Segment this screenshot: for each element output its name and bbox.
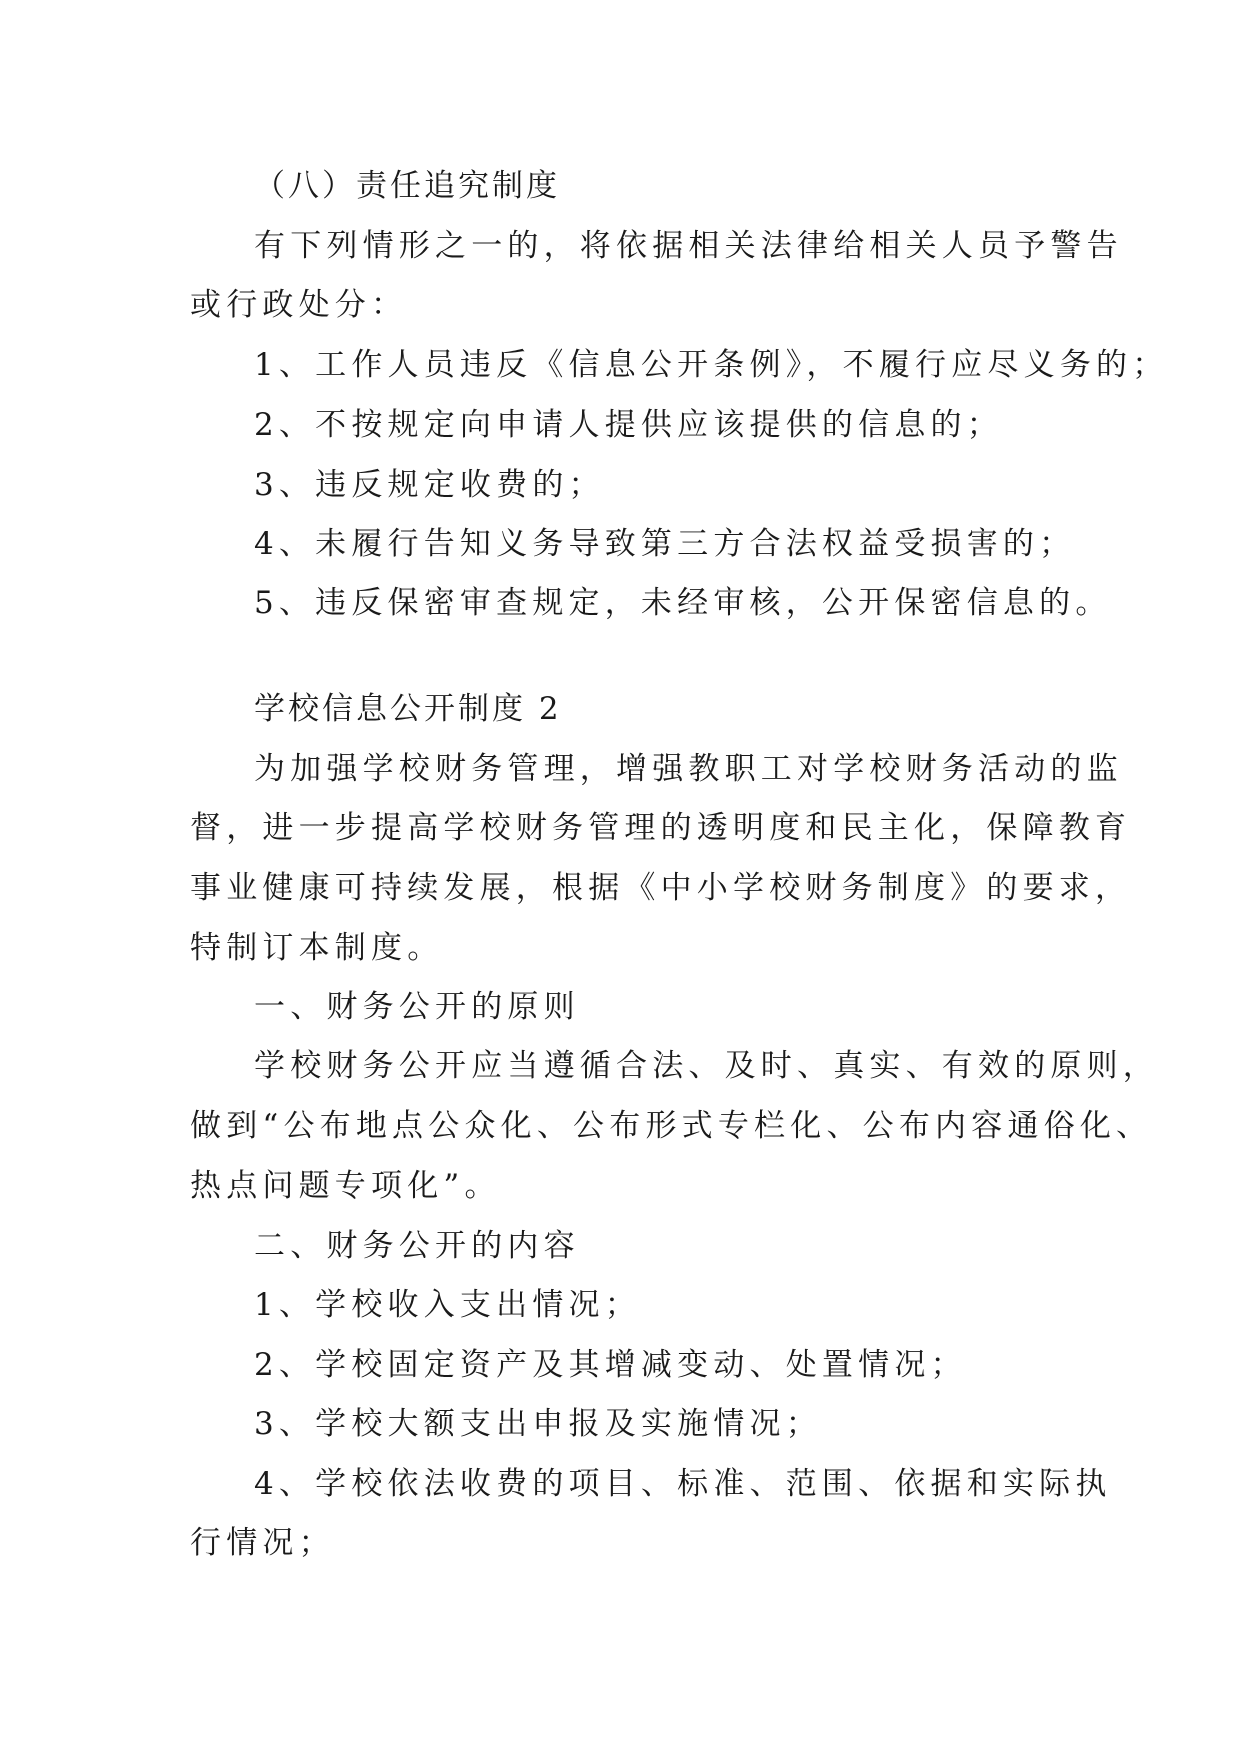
paragraph-line: 特制订本制度。 xyxy=(190,930,444,966)
list-item-continuation: 行情况； xyxy=(190,1525,335,1561)
paragraph-line: 为加强学校财务管理，增强教职工对学校财务活动的监 xyxy=(254,751,1123,787)
document-title: 学校信息公开制度 2 xyxy=(254,691,562,727)
section-heading: 二、财务公开的内容 xyxy=(254,1228,580,1264)
paragraph-line: 有下列情形之一的，将依据相关法律给相关人员予警告 xyxy=(254,228,1123,264)
list-item: 3、学校大额支出申报及实施情况； xyxy=(254,1406,822,1442)
list-item: 2、学校固定资产及其增减变动、处置情况； xyxy=(254,1347,967,1383)
paragraph-line: 事业健康可持续发展，根据《中小学校财务制度》的要求， xyxy=(190,870,1132,906)
paragraph-line: 或行政处分： xyxy=(190,287,408,323)
list-item: 5、违反保密审查规定，未经审核，公开保密信息的。 xyxy=(254,585,1112,621)
paragraph-line: 热点问题专项化”。 xyxy=(190,1168,501,1204)
list-item: 4、学校依法收费的项目、标准、范围、依据和实际执 xyxy=(254,1466,1112,1502)
list-item: 3、违反规定收费的； xyxy=(254,467,605,503)
list-item: 1、工作人员违反《信息公开条例》，不履行应尽义务的； xyxy=(254,347,1169,383)
paragraph-line: 做到“公布地点公众化、公布形式专栏化、公布内容通俗化、 xyxy=(190,1108,1153,1144)
list-item: 2、不按规定向申请人提供应该提供的信息的； xyxy=(254,407,1003,443)
paragraph-line: 督，进一步提高学校财务管理的透明度和民主化，保障教育 xyxy=(190,810,1132,846)
paragraph-line: 学校财务公开应当遵循合法、及时、真实、有效的原则， xyxy=(254,1048,1159,1084)
section-heading: （八）责任追究制度 xyxy=(254,168,560,204)
list-item: 4、未履行告知义务导致第三方合法权益受损害的； xyxy=(254,526,1076,562)
list-item: 1、学校收入支出情况； xyxy=(254,1287,641,1323)
section-heading: 一、财务公开的原则 xyxy=(254,989,580,1025)
